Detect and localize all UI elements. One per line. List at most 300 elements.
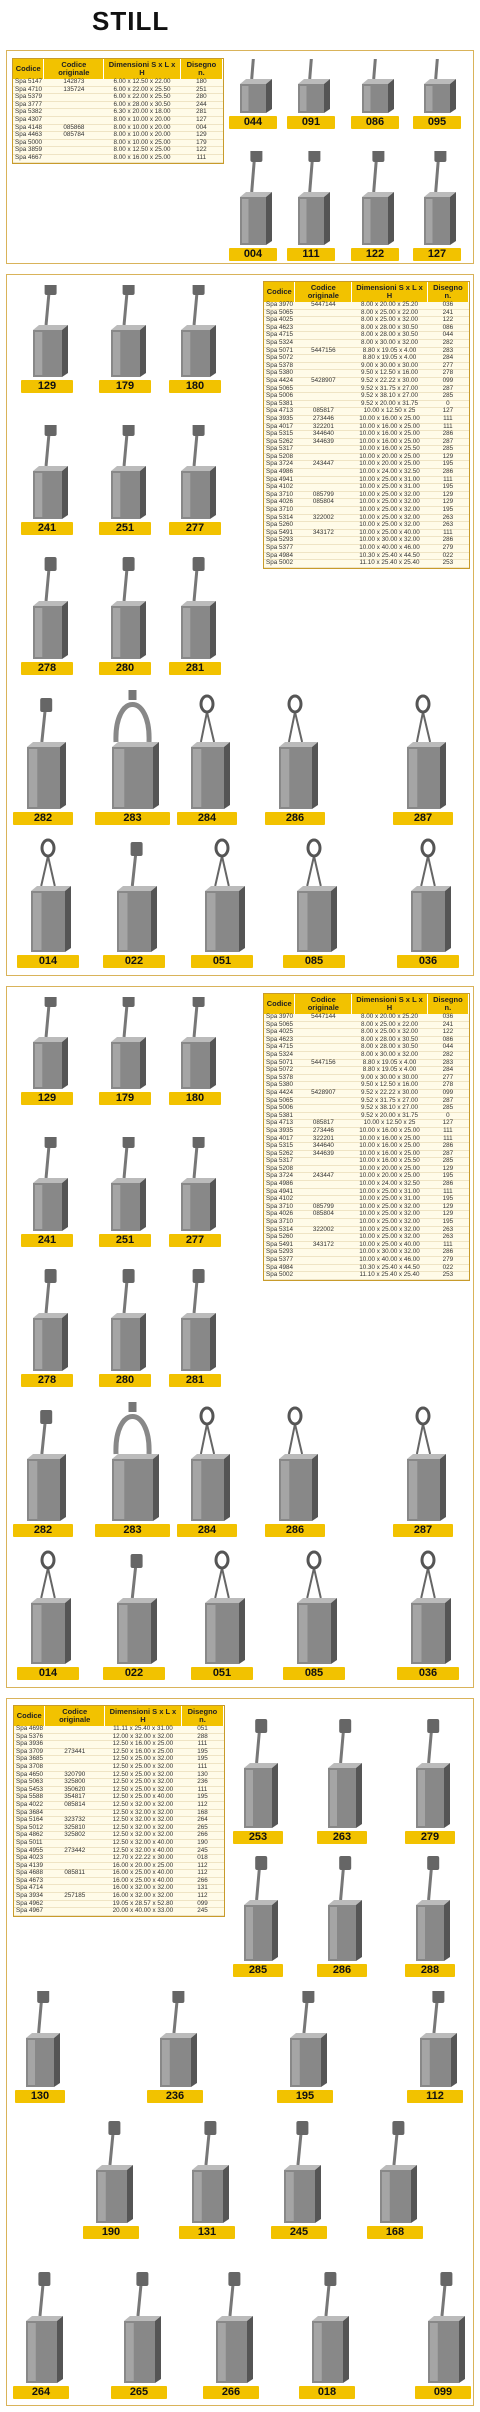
drawing-number-label: 277 [169, 1234, 221, 1247]
cell-disegno: 112 [181, 1801, 223, 1809]
carbon-brush-drawing [95, 685, 170, 812]
cell-dimensioni: 9.00 x 30.00 x 30.00 [352, 362, 428, 370]
cell-dimensioni: 8.00 x 20.00 x 25.20 [352, 1014, 428, 1021]
table-row [264, 415, 469, 423]
drawing-number-label: 131 [179, 2226, 235, 2239]
cell-dimensioni: 10.00 x 40.00 x 46.00 [352, 545, 428, 553]
drawing-number-label: 127 [413, 248, 461, 261]
cell-disegno: 285 [427, 1105, 468, 1113]
table-row [264, 339, 469, 347]
drawing-number-label: 014 [17, 955, 79, 968]
cell-codice: Spa 4986 [266, 468, 293, 476]
cell-codice-originale: 085804 [295, 1211, 352, 1219]
cell-dimensioni: 10.00 x 25.00 x 32.00 [352, 1226, 428, 1234]
cell-codice: Spa 4710 [15, 85, 42, 93]
brush-item [15, 1991, 65, 2103]
cell-disegno: 180 [180, 79, 222, 86]
cell-codice-originale [295, 1264, 352, 1272]
cell-dimensioni: 8.00 x 10.00 x 20.00 [104, 132, 181, 140]
cell-codice: Spa 4102 [266, 483, 293, 491]
cell-disegno: 284 [427, 1067, 468, 1075]
cell-codice: Spa 5376 [16, 1732, 43, 1740]
drawing-number-label: 285 [233, 1964, 283, 1977]
cell-codice-originale [295, 1272, 352, 1280]
cell-disegno: 277 [427, 1074, 468, 1082]
carbon-brush-drawing [15, 1991, 65, 2090]
carbon-brush-drawing [17, 1542, 79, 1667]
brush-item [299, 2259, 355, 2399]
drawing-number-label: 277 [169, 522, 221, 535]
cell-codice: Spa 4862 [16, 1831, 43, 1839]
cell-dimensioni: 10.00 x 16.00 x 25.50 [352, 446, 428, 454]
cell-codice: Spa 4984 [266, 551, 293, 559]
cell-dimensioni: 9.52 x 31.75 x 27.00 [352, 385, 428, 393]
cell-codice: Spa 5065 [266, 308, 293, 316]
cell-dimensioni: 20.00 x 40.00 x 33.00 [104, 1908, 181, 1916]
brush-item [413, 151, 461, 261]
drawing-number-label: 264 [13, 2386, 69, 2399]
cell-disegno: 122 [427, 1029, 468, 1037]
cell-codice: Spa 4017 [266, 422, 293, 430]
cell-dimensioni: 9.00 x 30.00 x 30.00 [352, 1074, 428, 1082]
cell-dimensioni: 11.11 x 25.40 x 31.00 [104, 1726, 181, 1733]
carbon-brush-drawing [21, 1267, 73, 1374]
cell-dimensioni: 9.52 x 20.00 x 31.75 [352, 400, 428, 408]
carbon-brush-drawing [229, 59, 277, 116]
brush-item [99, 555, 151, 675]
cell-dimensioni: 8.80 x 19.05 x 4.00 [352, 347, 428, 355]
cell-codice-originale: 5447156 [295, 347, 352, 355]
cell-codice-originale: 323732 [45, 1817, 104, 1825]
cell-dimensioni: 8.80 x 19.05 x 4.00 [352, 355, 428, 363]
carbon-brush-drawing [169, 1267, 221, 1374]
cell-disegno: 285 [427, 393, 468, 401]
cell-dimensioni: 10.00 x 16.00 x 25.50 [352, 1158, 428, 1166]
carbon-brush-drawing [317, 1709, 367, 1831]
cell-dimensioni: 11.10 x 25.40 x 25.40 [352, 1272, 428, 1280]
cell-codice: Spa 5317 [266, 445, 293, 453]
cell-codice: Spa 5262 [266, 1149, 293, 1157]
brush-item [95, 1397, 170, 1537]
cell-dimensioni: 8.80 x 19.05 x 4.00 [352, 1059, 428, 1067]
drawing-number-label: 280 [99, 1374, 151, 1387]
cell-disegno: 044 [427, 1044, 468, 1052]
cell-dimensioni: 10.00 x 25.00 x 31.00 [352, 1188, 428, 1196]
cell-dimensioni: 10.00 x 12.50 x 25 [352, 1120, 428, 1128]
cell-codice: Spa 3724 [266, 1172, 293, 1180]
cell-codice-originale [295, 1036, 352, 1044]
cell-disegno: 022 [427, 552, 468, 560]
cell-disegno: 279 [427, 545, 468, 553]
cell-codice: Spa 5208 [266, 1164, 293, 1172]
cell-dimensioni: 10.00 x 20.00 x 25.00 [352, 1165, 428, 1173]
carbon-brush-drawing [265, 1397, 325, 1524]
cell-disegno: 280 [180, 94, 222, 102]
carbon-brush-drawing [99, 425, 151, 522]
table-row [13, 116, 223, 124]
cell-codice: Spa 5012 [16, 1823, 43, 1831]
cell-codice-originale: 5428907 [295, 1089, 352, 1097]
cell-codice-originale [295, 1074, 352, 1082]
cell-dimensioni: 8.00 x 30.00 x 32.00 [352, 1051, 428, 1059]
cell-codice: Spa 4148 [15, 123, 42, 131]
cell-dimensioni: 10.00 x 25.00 x 32.00 [352, 1211, 428, 1219]
brush-item [17, 1542, 79, 1680]
cell-disegno: 127 [427, 408, 468, 416]
cell-disegno: 099 [181, 1900, 223, 1908]
cell-dimensioni: 12.50 x 32.00 x 32.00 [104, 1817, 181, 1825]
col-codice-originale: Codice originale [295, 282, 352, 302]
cell-codice: Spa 3970 [266, 1013, 293, 1020]
cell-codice: Spa 5006 [266, 1104, 293, 1112]
cell-codice: Spa 4698 [16, 1725, 43, 1732]
cell-dimensioni: 8.00 x 25.00 x 32.00 [352, 1029, 428, 1037]
carbon-brush-drawing [415, 2259, 471, 2386]
cell-disegno: 127 [427, 1120, 468, 1128]
cell-dimensioni: 9.52 x 38.10 x 27.00 [352, 1105, 428, 1113]
drawing-number-label: 086 [351, 116, 399, 129]
carbon-brush-drawing [277, 1991, 333, 2090]
col-dimensioni: Dimensioni S x L x H [104, 1706, 181, 1726]
cell-codice: Spa 5324 [266, 338, 293, 346]
brush-item [271, 2119, 327, 2239]
drawing-number-label: 014 [17, 1667, 79, 1680]
cell-disegno: 245 [181, 1908, 223, 1916]
drawing-number-label: 236 [147, 2090, 203, 2103]
cell-codice: Spa 3935 [266, 1126, 293, 1134]
panel-4 [6, 1698, 474, 2406]
carbon-brush-drawing [367, 2119, 423, 2226]
cell-disegno: 263 [427, 514, 468, 522]
carbon-brush-drawing [203, 2259, 259, 2386]
spec-table-3 [263, 993, 470, 1281]
cell-codice-originale: 142873 [44, 79, 104, 86]
cell-dimensioni: 12.50 x 25.00 x 32.00 [104, 1756, 181, 1764]
cell-disegno: 195 [427, 1196, 468, 1204]
table-row [264, 377, 469, 385]
drawing-number-label: 129 [21, 1092, 73, 1105]
brush-item [169, 555, 221, 675]
cell-codice-originale: 273446 [295, 415, 352, 423]
cell-dimensioni: 10.00 x 25.00 x 32.00 [352, 507, 428, 515]
cell-dimensioni: 10.30 x 25.40 x 44.50 [352, 1264, 428, 1272]
cell-dimensioni: 8.00 x 16.00 x 25.00 [104, 154, 181, 162]
cell-dimensioni: 10.00 x 20.00 x 25.00 [352, 1173, 428, 1181]
drawing-number-label: 099 [415, 2386, 471, 2399]
cell-disegno: 195 [181, 1794, 223, 1802]
cell-dimensioni: 8.00 x 25.00 x 22.00 [352, 309, 428, 317]
cell-codice-originale [44, 139, 104, 147]
cell-disegno: 111 [427, 529, 468, 537]
cell-disegno: 288 [181, 1733, 223, 1741]
table-row [14, 1908, 224, 1916]
cell-disegno: 111 [427, 476, 468, 484]
drawing-number-label: 280 [99, 662, 151, 675]
cell-disegno: 195 [427, 507, 468, 515]
cell-dimensioni: 6.00 x 28.00 x 30.50 [104, 101, 181, 109]
cell-dimensioni: 8.00 x 20.00 x 25.20 [352, 302, 428, 309]
carbon-brush-drawing [17, 830, 79, 955]
carbon-brush-drawing [169, 555, 221, 662]
cell-disegno: 044 [427, 332, 468, 340]
cell-disegno: 111 [427, 423, 468, 431]
cell-disegno: 287 [427, 438, 468, 446]
cell-codice: Spa 5491 [266, 528, 293, 536]
cell-dimensioni: 12.50 x 25.00 x 40.00 [104, 1794, 181, 1802]
cell-codice: Spa 5314 [266, 513, 293, 521]
brush-item [287, 151, 335, 261]
cell-disegno: 036 [427, 302, 468, 309]
carbon-brush-drawing [283, 830, 345, 955]
cell-disegno: 022 [427, 1264, 468, 1272]
carbon-brush-drawing [351, 151, 399, 248]
cell-disegno: 278 [427, 370, 468, 378]
cell-disegno: 179 [180, 139, 222, 147]
carbon-brush-drawing [147, 1991, 203, 2090]
table-row [264, 1089, 469, 1097]
cell-codice-originale [295, 355, 352, 363]
cell-disegno: 111 [427, 1188, 468, 1196]
panel-1 [6, 50, 474, 264]
cell-codice-originale: 085817 [295, 408, 352, 416]
cell-dimensioni: 16.00 x 32.00 x 32.00 [104, 1893, 181, 1901]
cell-dimensioni: 10.00 x 30.00 x 32.00 [352, 1249, 428, 1257]
cell-codice-originale [295, 332, 352, 340]
cell-dimensioni: 10.00 x 25.00 x 32.00 [352, 1219, 428, 1227]
cell-disegno: 127 [180, 116, 222, 124]
cell-dimensioni: 12.50 x 32.00 x 32.00 [104, 1832, 181, 1840]
cell-codice-originale: 273446 [295, 1127, 352, 1135]
col-dimensioni: Dimensioni S x L x H [352, 994, 428, 1014]
cell-codice-originale [44, 154, 104, 162]
cell-dimensioni: 9.50 x 12.50 x 16.00 [352, 370, 428, 378]
cell-codice: Spa 5378 [266, 361, 293, 369]
cell-codice-originale: 350620 [45, 1786, 104, 1794]
brush-item [397, 830, 459, 968]
col-codice: Codice [14, 1706, 45, 1726]
drawing-number-label: 051 [191, 955, 253, 968]
cell-disegno: 251 [180, 86, 222, 94]
drawing-number-label: 286 [265, 812, 325, 825]
drawing-number-label: 091 [287, 116, 335, 129]
brush-item [147, 1991, 203, 2103]
cell-dimensioni: 8.00 x 28.00 x 30.50 [352, 1036, 428, 1044]
cell-codice-originale [45, 1726, 104, 1733]
cell-disegno: 286 [427, 1143, 468, 1151]
brush-item [21, 425, 73, 535]
cell-codice-originale [295, 1051, 352, 1059]
cell-codice: Spa 4955 [16, 1846, 43, 1854]
cell-codice: Spa 5002 [266, 1271, 293, 1279]
cell-codice-originale [295, 1257, 352, 1265]
cell-disegno: 195 [427, 461, 468, 469]
cell-codice-originale [45, 1855, 104, 1863]
cell-codice-originale: 085814 [45, 1801, 104, 1809]
cell-disegno: 195 [181, 1748, 223, 1756]
drawing-number-label: 122 [351, 248, 399, 261]
cell-codice-originale: 343172 [295, 1241, 352, 1249]
carbon-brush-drawing [21, 1137, 73, 1234]
carbon-brush-drawing [287, 151, 335, 248]
cell-codice-originale: 085804 [295, 499, 352, 507]
cell-dimensioni: 8.00 x 28.00 x 30.50 [352, 332, 428, 340]
cell-disegno: 278 [427, 1082, 468, 1090]
carbon-brush-drawing [99, 285, 151, 380]
cell-codice-originale: 343172 [295, 529, 352, 537]
col-dimensioni: Dimensioni S x L x H [104, 59, 181, 79]
drawing-number-label: 180 [169, 1092, 221, 1105]
carbon-brush-drawing [407, 1991, 463, 2090]
cell-codice-originale: 344639 [295, 438, 352, 446]
cell-codice-originale [44, 101, 104, 109]
cell-codice-originale: 085811 [45, 1870, 104, 1878]
carbon-brush-drawing [229, 151, 277, 248]
drawing-number-label: 266 [203, 2386, 259, 2399]
cell-disegno: 086 [427, 324, 468, 332]
table-row [14, 1763, 224, 1771]
brush-item [111, 2259, 167, 2399]
cell-codice: Spa 4650 [16, 1770, 43, 1778]
cell-dimensioni: 10.00 x 25.00 x 32.00 [352, 522, 428, 530]
cell-codice-originale [44, 109, 104, 117]
carbon-brush-drawing [271, 2119, 327, 2226]
drawing-number-label: 288 [405, 1964, 455, 1977]
cell-dimensioni: 10.00 x 16.00 x 25.00 [352, 1135, 428, 1143]
cell-disegno: 0 [427, 1112, 468, 1120]
cell-codice: Spa 5315 [266, 1142, 293, 1150]
cell-codice-originale: 085817 [295, 1120, 352, 1128]
carbon-brush-drawing [393, 685, 453, 812]
cell-dimensioni: 19.05 x 28.57 x 52.80 [104, 1900, 181, 1908]
cell-dimensioni: 6.00 x 22.00 x 25.50 [104, 86, 181, 94]
drawing-number-label: 284 [177, 812, 237, 825]
cell-codice-originale: 085799 [295, 1203, 352, 1211]
cell-codice: Spa 3710 [266, 506, 293, 514]
cell-dimensioni: 10.00 x 20.00 x 25.00 [352, 453, 428, 461]
cell-codice: Spa 4941 [266, 1187, 293, 1195]
cell-codice-originale: 322002 [295, 1226, 352, 1234]
brush-item [287, 59, 335, 129]
spec-table-4 [13, 1705, 225, 1917]
cell-disegno: 131 [181, 1885, 223, 1893]
cell-disegno: 285 [427, 1158, 468, 1166]
drawing-number-label: 095 [413, 116, 461, 129]
cell-dimensioni: 8.00 x 10.00 x 20.00 [104, 124, 181, 132]
carbon-brush-drawing [169, 997, 221, 1092]
cell-disegno: 241 [427, 309, 468, 317]
carbon-brush-drawing [317, 1849, 367, 1964]
cell-dimensioni: 9.52 x 20.00 x 31.75 [352, 1112, 428, 1120]
cell-dimensioni: 12.50 x 16.00 x 25.00 [104, 1748, 181, 1756]
brush-item [95, 685, 170, 825]
cell-codice: Spa 5588 [16, 1793, 43, 1801]
cell-codice: Spa 3934 [16, 1892, 43, 1900]
cell-codice: Spa 4967 [16, 1907, 43, 1915]
cell-codice-originale [295, 446, 352, 454]
brush-item [191, 1542, 253, 1680]
cell-disegno: 263 [427, 1234, 468, 1242]
cell-disegno: 111 [427, 1135, 468, 1143]
carbon-brush-drawing [99, 997, 151, 1092]
cell-codice: Spa 5002 [266, 559, 293, 567]
cell-codice: Spa 4623 [266, 323, 293, 331]
carbon-brush-drawing [111, 2259, 167, 2386]
cell-disegno: 112 [181, 1893, 223, 1901]
cell-codice-originale: 243447 [295, 1173, 352, 1181]
brush-item [21, 285, 73, 393]
cell-dimensioni: 12.70 x 22.22 x 30.00 [104, 1855, 181, 1863]
cell-codice-originale: 325802 [45, 1832, 104, 1840]
carbon-brush-drawing [83, 2119, 139, 2226]
cell-disegno: 266 [181, 1832, 223, 1840]
cell-dimensioni: 12.50 x 32.00 x 40.00 [104, 1847, 181, 1855]
brush-item [191, 830, 253, 968]
brush-item [13, 685, 73, 825]
cell-dimensioni: 8.00 x 28.00 x 30.50 [352, 324, 428, 332]
cell-codice: Spa 5377 [266, 544, 293, 551]
cell-codice: Spa 5379 [15, 93, 42, 101]
cell-codice: Spa 5453 [16, 1785, 43, 1793]
cell-dimensioni: 12.50 x 25.00 x 32.00 [104, 1779, 181, 1787]
cell-codice: Spa 5208 [266, 452, 293, 460]
brush-item [13, 2259, 69, 2399]
cell-codice-originale: 344639 [295, 1150, 352, 1158]
table-row [264, 1272, 469, 1280]
cell-codice: Spa 4714 [16, 1884, 43, 1892]
brush-item [177, 1397, 237, 1537]
cell-codice: Spa 4022 [16, 1800, 43, 1808]
drawing-number-label: 287 [393, 812, 453, 825]
cell-disegno: 129 [180, 132, 222, 140]
cell-codice: Spa 5260 [266, 521, 293, 529]
cell-codice: Spa 5065 [266, 1096, 293, 1104]
cell-disegno: 099 [427, 377, 468, 385]
cell-codice-originale [295, 1029, 352, 1037]
cell-codice-originale [295, 1158, 352, 1166]
drawing-number-label: 111 [287, 248, 335, 261]
cell-codice: Spa 5293 [266, 1248, 293, 1256]
cell-codice-originale: 320790 [45, 1771, 104, 1779]
table-row [13, 154, 223, 162]
cell-disegno: 253 [427, 1272, 468, 1280]
table-row [264, 560, 469, 568]
cell-codice: Spa 3724 [266, 460, 293, 468]
cell-dimensioni: 8.00 x 12.50 x 25.00 [104, 147, 181, 155]
cell-codice: Spa 4623 [266, 1035, 293, 1043]
cell-dimensioni: 10.00 x 16.00 x 25.00 [352, 1127, 428, 1135]
carbon-brush-drawing [13, 2259, 69, 2386]
drawing-number-label: 286 [265, 1524, 325, 1537]
cell-dimensioni: 12.50 x 25.00 x 32.00 [104, 1763, 181, 1771]
cell-codice-originale [44, 147, 104, 155]
cell-dimensioni: 10.00 x 30.00 x 32.00 [352, 537, 428, 545]
cell-codice-originale [44, 94, 104, 102]
cell-dimensioni: 12.00 x 32.00 x 32.00 [104, 1733, 181, 1741]
brush-item [229, 151, 277, 261]
cell-codice: Spa 4017 [266, 1134, 293, 1142]
cell-disegno: 086 [427, 1036, 468, 1044]
cell-disegno: 112 [181, 1870, 223, 1878]
drawing-number-label: 130 [15, 2090, 65, 2103]
brush-item [229, 59, 277, 129]
carbon-brush-drawing [13, 1397, 73, 1524]
carbon-brush-drawing [393, 1397, 453, 1524]
cell-codice: Spa 3685 [16, 1755, 43, 1763]
cell-dimensioni: 16.00 x 25.00 x 40.00 [104, 1870, 181, 1878]
carbon-brush-drawing [21, 997, 73, 1092]
drawing-number-label: 251 [99, 522, 151, 535]
brush-item [21, 555, 73, 675]
